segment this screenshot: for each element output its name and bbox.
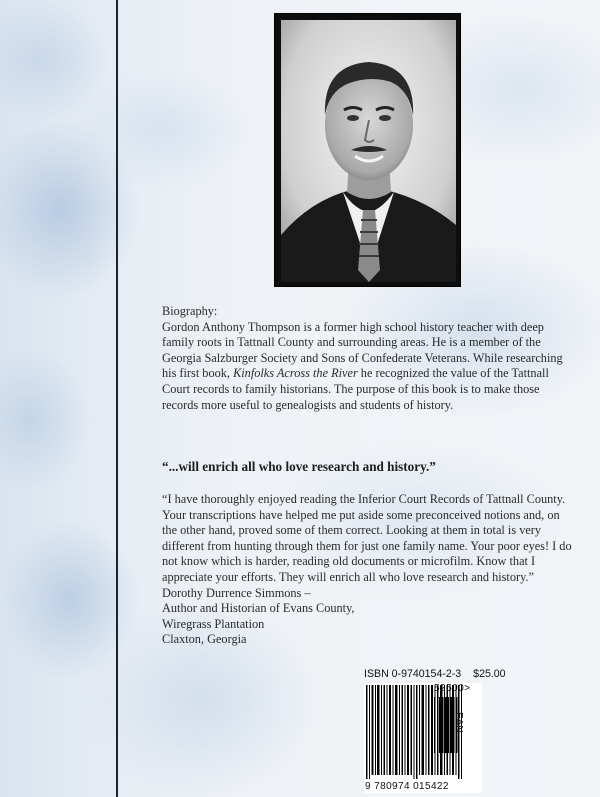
testimonial-section — [162, 492, 574, 648]
isbn-price-line — [364, 668, 506, 680]
ean-label: EAN — [453, 712, 464, 733]
book-title: Kinfolks Across the River — [233, 366, 358, 381]
barcode — [364, 683, 482, 793]
testimonial-author: Dorothy Durrence Simmons – — [162, 585, 311, 600]
testimonial-city: Claxton, Georgia — [162, 632, 247, 647]
isbn: ISBN 0-9740154-2-3 — [364, 668, 462, 680]
biography-text-end: he recognized the value of the Tattnall Court records to family historians. The purpose of this book is to make those records more useful to genealogists and students of history. — [162, 366, 549, 412]
author-portrait-image — [281, 20, 456, 282]
biography-heading: Biography: — [162, 304, 218, 318]
barcode-number: 9 780974 015422 — [365, 781, 449, 792]
testimonial-text: “I have thoroughly enjoyed reading the Inferior Court Records of Tattnall County. Your transcriptions have helped me put aside some preconceived notions and, on the other hand, proved some of them correct. Looking at them in total is very different from hunting through them for just one family name. Your poor eyes! I do not know which is harder, reading old documents or microfilm. Know that I appreciate your efforts. They will enrich all who love research and history.” — [162, 492, 572, 584]
testimonial-place: Wiregrass Plantation — [162, 616, 265, 631]
pull-quote: “...will enrich all who love research and history.” — [162, 459, 436, 474]
price-code: 52500> — [434, 683, 471, 694]
biography-text — [162, 320, 570, 414]
spine-line — [116, 0, 118, 797]
author-photo — [274, 13, 461, 287]
biography-text-start: Gordon Anthony Thompson is a former high school history teacher with deep family roots in Tattnall County and surrounding areas. He is a member of the Georgia Salzburger Society and Sons of Confederate Veterans. While researching his first book, — [162, 319, 563, 381]
biography-section — [162, 304, 570, 413]
price: $25.00 — [473, 668, 506, 680]
testimonial-role: Author and Historian of Evans County, — [162, 601, 355, 616]
